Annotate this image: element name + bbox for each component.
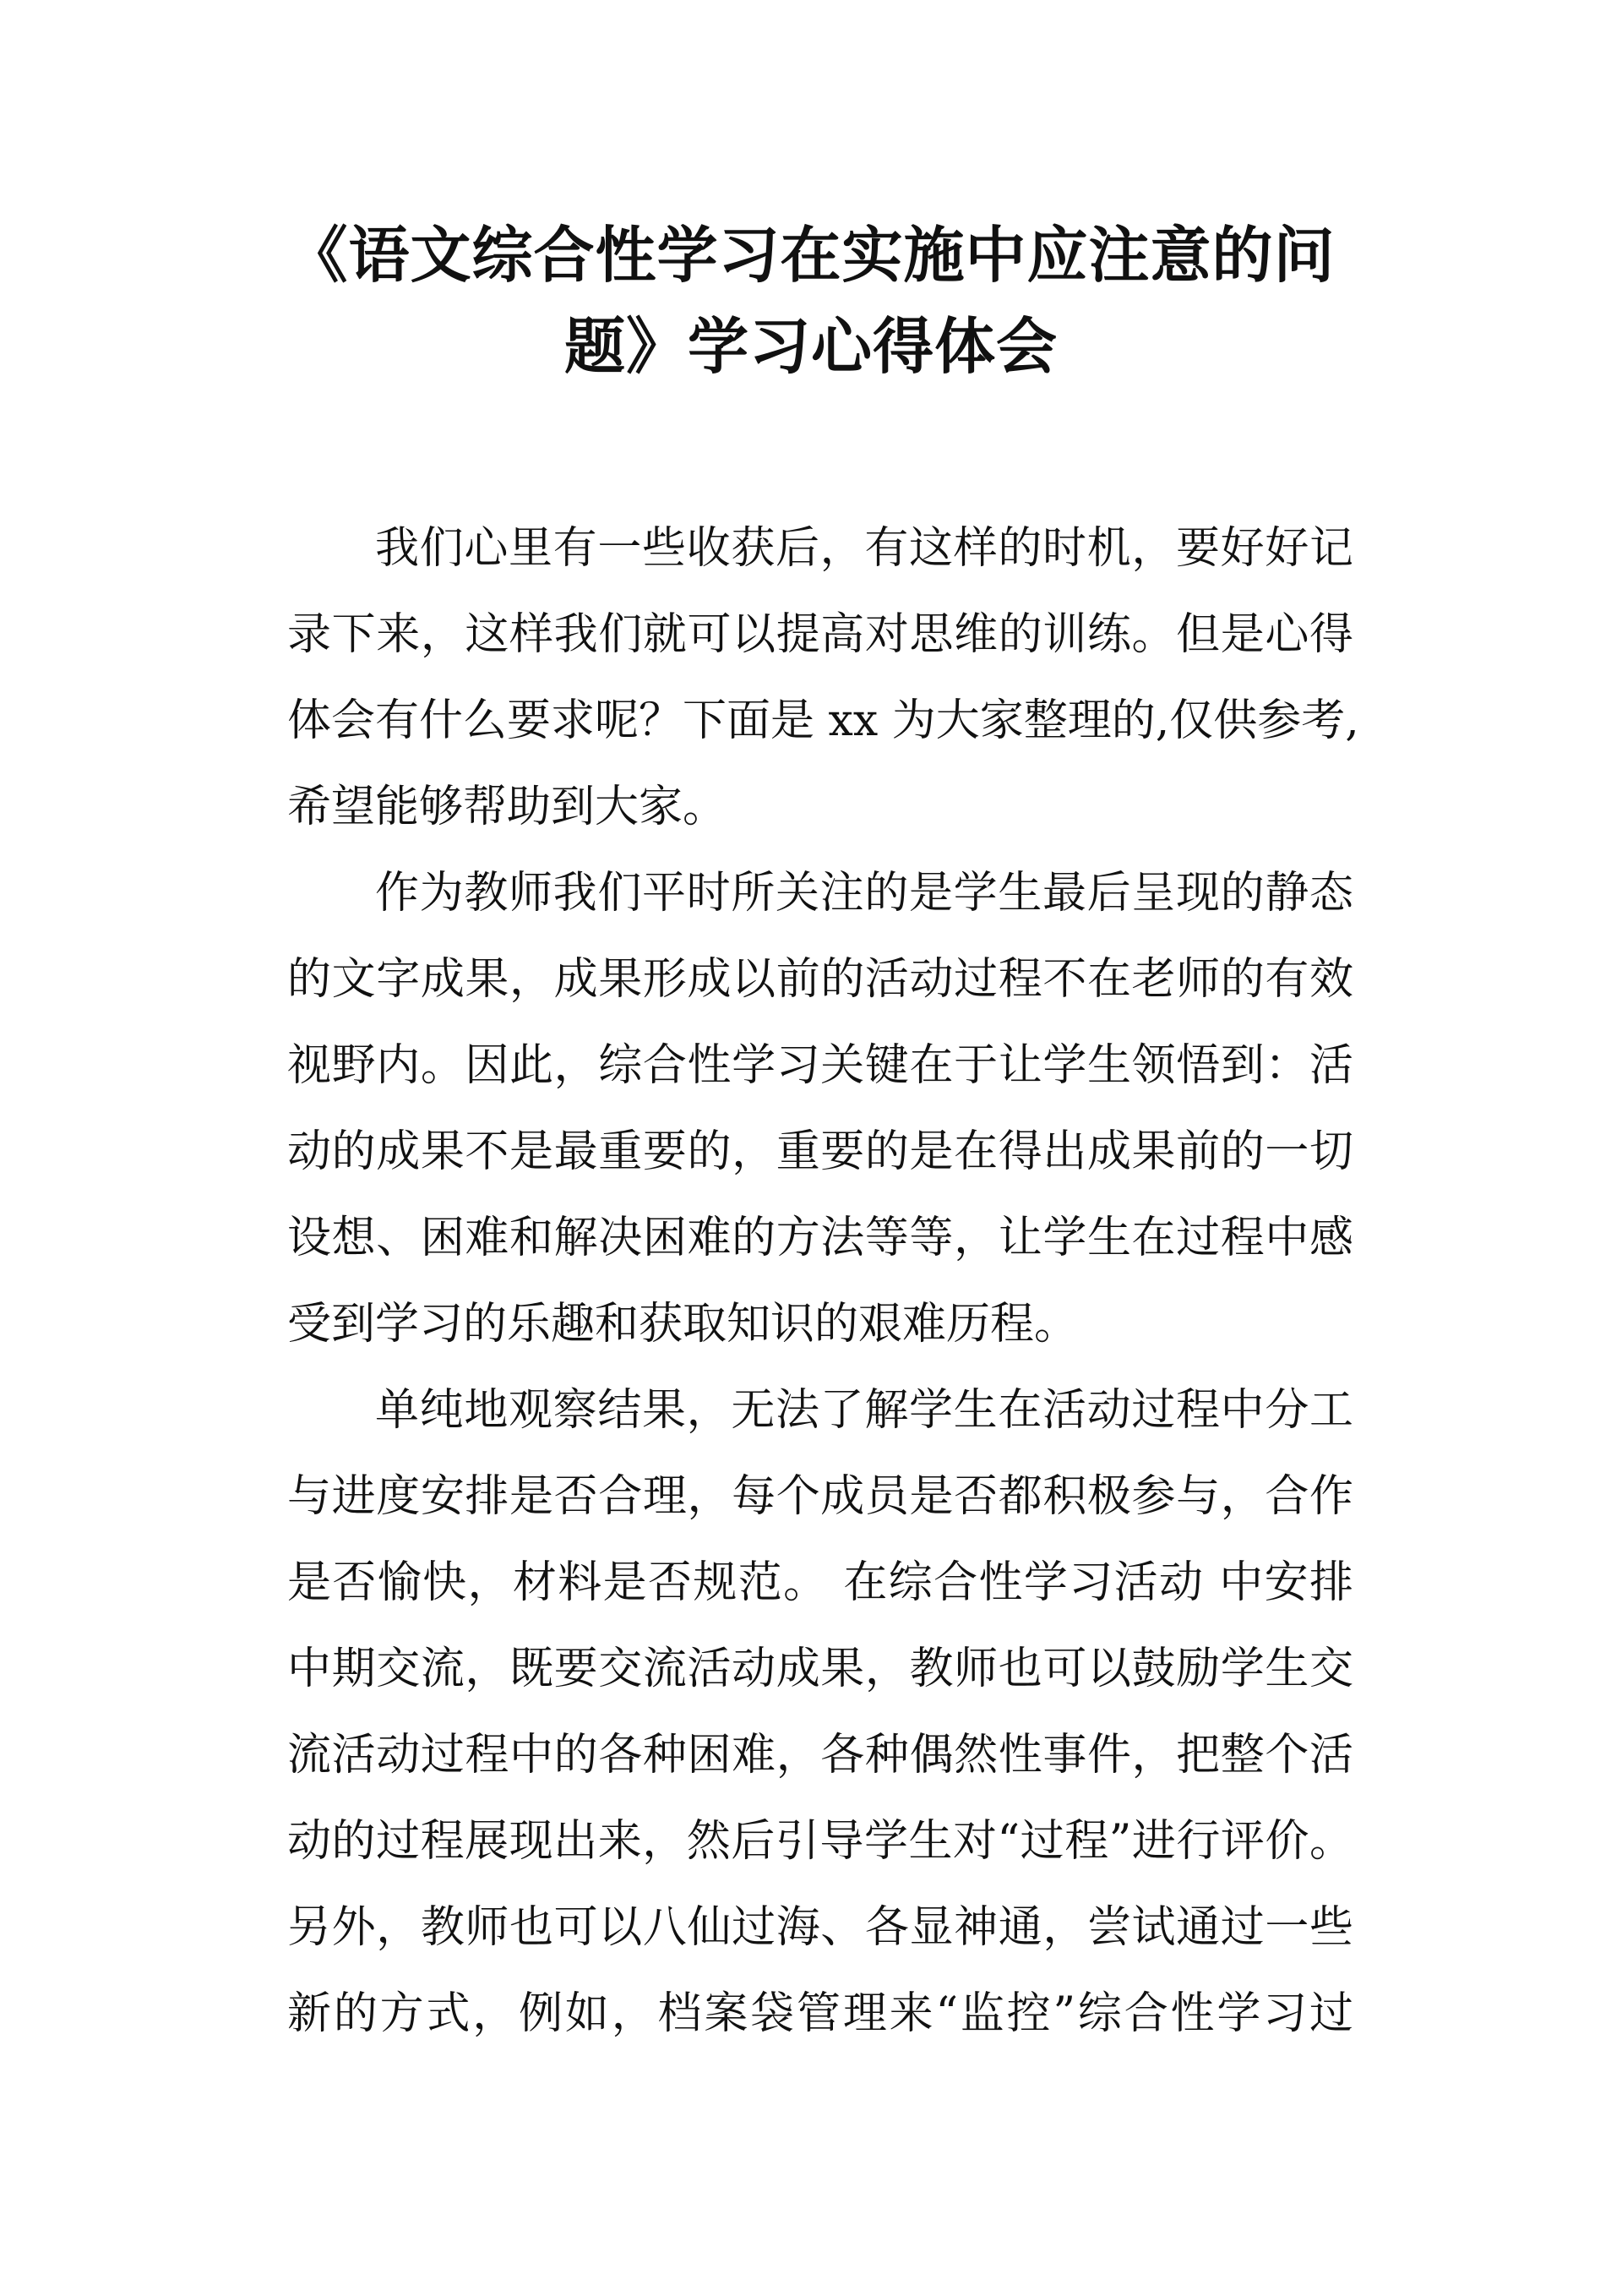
text-line: 的文字成果，成果形成以前的活动过程不在老师的有效 <box>287 954 1353 1005</box>
text-line: 作为教师我们平时所关注的是学生最后呈现的静态 <box>375 868 1353 919</box>
text-line: 希望能够帮助到大家。 <box>287 782 727 832</box>
text-line: 单纯地观察结果，无法了解学生在活动过程中分工 <box>375 1385 1353 1436</box>
title-line: 题》学习心得体会 <box>563 310 1058 382</box>
text-line: 录下来，这样我们就可以提高对思维的训练。但是心得 <box>287 609 1353 660</box>
text-line: 新的方式，例如，档案袋管理来“监控”综合性学习过 <box>287 1988 1353 2039</box>
text-line: 设想、困难和解决困难的方法等等，让学生在过程中感 <box>287 1213 1353 1263</box>
text-line: 受到学习的乐趣和获取知识的艰难历程。 <box>287 1299 1079 1350</box>
text-line: 中期交流，既要交流活动成果，教师也可以鼓励学生交 <box>287 1644 1353 1694</box>
paragraph <box>287 1367 1353 2057</box>
title-line: 《语文综合性学习在实施中应注意的问 <box>286 219 1336 291</box>
text-line: 体会有什么要求呢？下面是 xx 为大家整理的,仅供参考, <box>287 695 1359 746</box>
text-line: 是否愉快，材料是否规范。 在综合性学习活动 中安排 <box>287 1557 1353 1608</box>
text-line: 视野内。因此，综合性学习关键在于让学生领悟到：活 <box>287 1040 1353 1091</box>
text-line: 动的成果不是最重要的，重要的是在得出成果前的一切 <box>287 1126 1353 1177</box>
paragraph <box>287 505 1359 850</box>
text-line: 动的过程展现出来，然后引导学生对“过程”进行评价。 <box>287 1816 1353 1867</box>
document-body <box>287 505 1359 2057</box>
paragraph <box>287 850 1353 1367</box>
document-title <box>262 210 1360 392</box>
text-line: 我们心里有一些收获后，有这样的时机，要好好记 <box>375 523 1353 574</box>
text-line: 另外，教师也可以八仙过海、各显神通，尝试通过一些 <box>287 1902 1353 1953</box>
text-line: 与进度安排是否合理，每个成员是否都积极参与，合作 <box>287 1471 1353 1522</box>
text-line: 流活动过程中的各种困难，各种偶然性事件，把整个活 <box>287 1730 1353 1781</box>
